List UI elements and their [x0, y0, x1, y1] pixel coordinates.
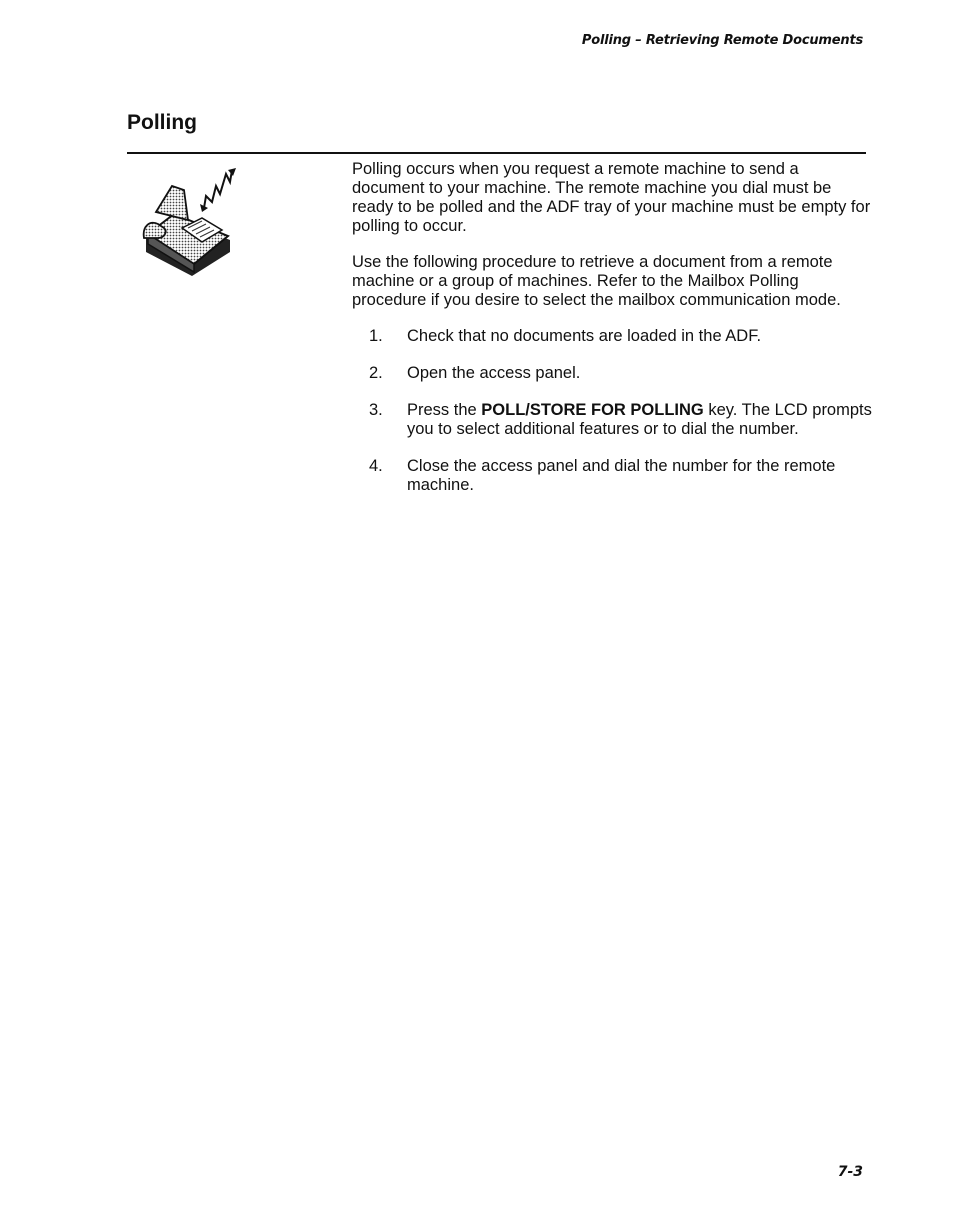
step-text: Check that no documents are loaded in the ADF.: [407, 327, 762, 345]
running-header: Polling – Retrieving Remote Documents: [581, 33, 863, 48]
step-number: 1.: [369, 327, 383, 345]
step-item: [352, 401, 872, 439]
step-text: Open the access panel.: [407, 364, 581, 382]
intro-paragraph: Polling occurs when you request a remote machine to send a document to your machine. The remote machine you dial must be ready to be polled and the ADF tray of your machine must be empty for polling to occur.: [352, 160, 871, 235]
step-item: [352, 457, 872, 495]
section-title: Polling: [127, 111, 197, 134]
poll-store-key-label: POLL/STORE FOR POLLING: [481, 401, 704, 419]
step-text: Close the access panel and dial the number for the remote machine.: [407, 457, 836, 494]
step-text: [407, 401, 872, 439]
step-item: [352, 364, 872, 383]
body-content: [352, 160, 872, 513]
step-number: 2.: [369, 364, 383, 382]
step-text-before: Press the: [407, 401, 482, 419]
step-text-after: key. The LCD prompts you to select additional features or to dial the number.: [407, 401, 872, 438]
procedure-steps: [352, 327, 872, 495]
step-item: [352, 327, 872, 346]
fax-machine-icon: [142, 168, 250, 280]
page-number: 7-3: [837, 1164, 863, 1180]
section-divider: [127, 152, 866, 154]
procedure-paragraph: Use the following procedure to retrieve a document from a remote machine or a group of machines. Refer to the Mailbox Polling procedure if you desire to select the mailbox communication mode.: [352, 253, 841, 309]
step-number: 3.: [369, 401, 383, 419]
step-number: 4.: [369, 457, 383, 475]
